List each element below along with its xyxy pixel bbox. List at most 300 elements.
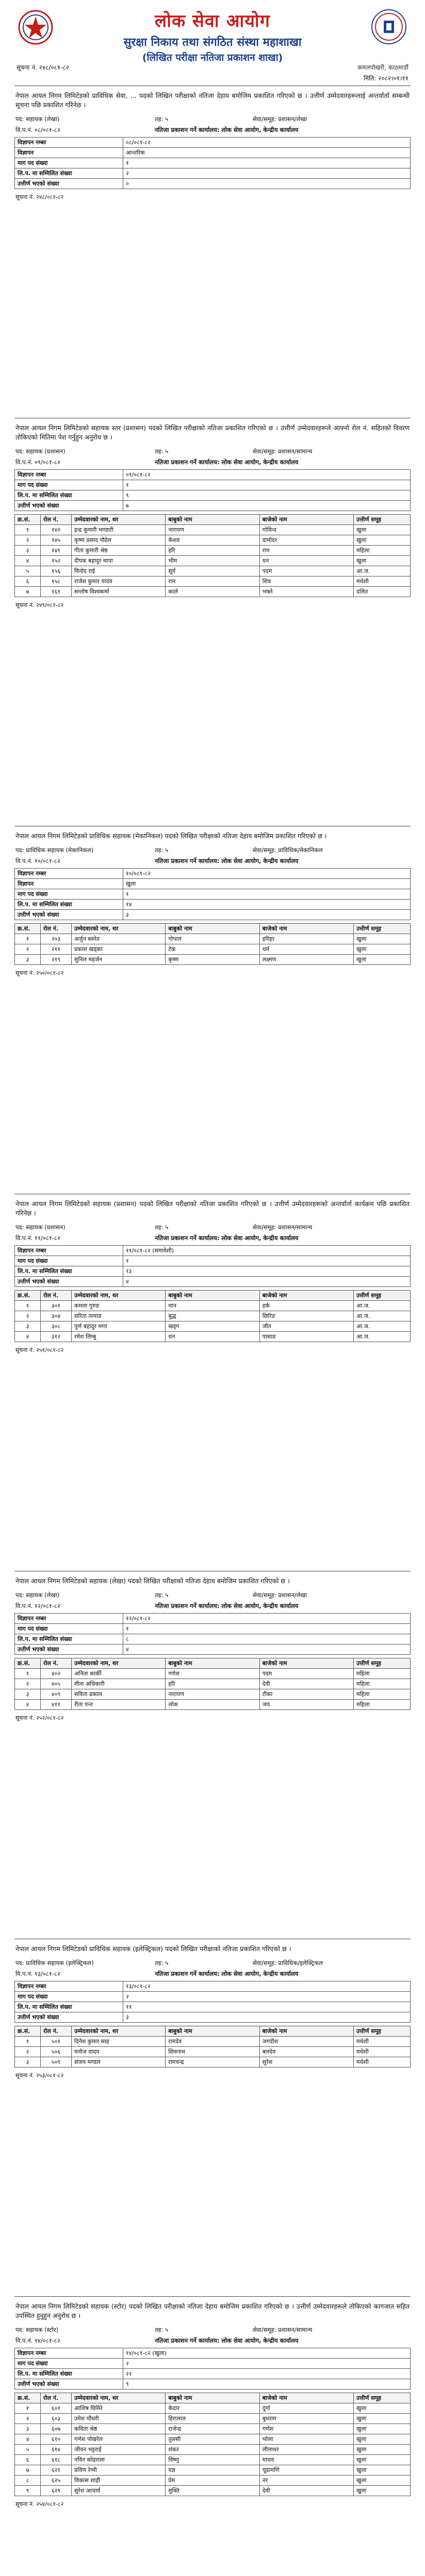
cell-father: शंकर [166,2445,259,2455]
summary-label: विज्ञापन नम्बर [15,470,123,480]
summary-row [15,480,411,490]
summary-label: लि.प. मा सम्मिलित संख्या [15,1634,123,1645]
cell-roll: ३०१ [41,1301,72,1311]
summary-value: १३ [123,1266,411,1277]
notice-section [14,1939,411,2291]
table-row [15,2476,411,2486]
cell-father: विष्णु [166,2455,259,2465]
summary-value: १२/०८१-८२ [123,1614,411,1624]
table-row [15,566,411,577]
summary-row [15,1277,411,1287]
summary-row [15,900,411,910]
summary-value: खुला [123,879,411,889]
summary-row [15,168,411,179]
cell-group: महिला [354,546,411,556]
cell-group: खुला [354,2455,411,2465]
cell-grandfather: भोला [259,2434,353,2445]
cell-name: सुनिल महर्जन [72,955,166,965]
cell-father: हरि [166,1679,259,1689]
cell-sn: २ [15,2414,41,2424]
cell-roll: ३०४ [41,1311,72,1321]
cell-sn: ७ [15,2465,41,2476]
summary-label: उत्तीर्ण भएको संख्या [15,910,123,920]
post-line [14,446,411,457]
cell-sn: ६ [15,577,41,587]
cell-name: दीपक बहादुर थापा [72,556,166,566]
section-subtitle: (लिखित परीक्षा नतिजा प्रकाशन शाखा) [142,52,283,63]
post-title: पद: सहायक (लेखा) [15,115,60,123]
cell-grandfather: दामोदर [259,535,353,546]
col-grandfather: बाजेको नाम [259,924,353,934]
summary-table [14,868,411,920]
cell-roll: ५०१ [41,2037,72,2047]
summary-label: विज्ञापन नम्बर [15,1981,123,1992]
cell-father: खड्ग [166,1321,259,1332]
cell-roll: ६२१ [41,2465,72,2476]
cell-sn: २ [15,944,41,955]
cell-father: केदार [166,2403,259,2414]
table-row [15,1669,411,1679]
cell-father: नारायण [166,525,259,535]
cell-father: राम [166,577,259,587]
summary-table [14,469,411,511]
cell-sn: १ [15,2403,41,2414]
cell-sn: ५ [15,566,41,577]
cell-group: खुला [354,535,411,546]
notice-footer: सूचना नं. २४९/०८१-८२ [15,602,64,608]
cell-name: पूर्ण बहादुर मगर [72,1321,166,1332]
notice-footer: सूचना नं. २५१/०८१-८२ [15,1347,64,1353]
cell-father: टेक [166,944,259,955]
cell-sn: ३ [15,2424,41,2434]
cell-grandfather: पदम [259,1669,353,1679]
table-row [15,2037,411,2047]
cell-sn: ६ [15,2455,41,2465]
summary-label: माग पद संख्या [15,1624,123,1634]
cell-father: रामचन्द्र [166,2057,259,2067]
org-title: लोक सेवा आयोग [155,11,270,31]
col-name: उम्मेदवारको नाम, थर [72,515,166,525]
cell-sn: ८ [15,2476,41,2486]
cell-name: रीता पन्त [72,1700,166,1710]
post-service: सेवा/समूह: प्रशासन/सामान्य [253,2326,313,2333]
summary-row [15,490,411,501]
advertisement-number: वि.प.नं. १३/०८१-८२ [15,1970,60,1977]
cell-grandfather: चूडामणि [259,2465,353,2476]
cell-group: खुला [354,955,411,965]
cell-roll: ५०९ [41,2057,72,2067]
summary-row [15,1634,411,1645]
cell-roll: ४०२ [41,1669,72,1679]
cell-group: खुला [354,2414,411,2424]
cell-father: नारायण [166,1689,259,1700]
cell-name: अर्जुन बस्नेत [72,934,166,944]
table-row [15,1301,411,1311]
cell-group: आ.ज. [354,1301,411,1311]
advertisement-number: वि.प.नं. १२/०८१-८२ [15,1602,60,1609]
cell-sn: २ [15,1311,41,1321]
post-title: पद: प्राविधिक सहायक (इलेक्ट्रिकल) [15,1959,94,1967]
notice-text: नेपाल आयल निगम लिमिटेडको प्राविधिक सहायक (मेकानिकल) पदको लिखित परीक्षाको नतिजा देहाय बमोजिम प्रकाशित गरिएको छ । [15,832,327,840]
cell-roll: ६१८ [41,2455,72,2465]
summary-table [14,2348,411,2389]
cell-name: आशिष घिमिरे [72,2403,166,2414]
cell-sn: २ [15,535,41,546]
summary-label: विज्ञापन नम्बर [15,2348,123,2359]
col-father: बाबुको नाम [166,2393,259,2403]
summary-value: ३ [123,910,411,920]
col-sn: क्र.सं. [15,2026,41,2037]
cell-name: गणेश पोखरेल [72,2434,166,2445]
cell-group: महिला [354,1679,411,1689]
post-line [14,845,411,856]
post-level: तह: ५ [155,448,169,455]
notices-container [14,86,411,2576]
summary-value: ११ [123,2002,411,2012]
candidate-table [14,514,411,597]
cell-sn: २ [15,2047,41,2057]
document-header [14,5,411,61]
cell-father: केशव [166,535,259,546]
summary-label: लि.प. मा सम्मिलित संख्या [15,2369,123,2379]
col-group: उत्तीर्ण समूह [354,1658,411,1669]
publication-line [14,1601,411,1613]
cell-name: प्रकाश खड्का [72,944,166,955]
cell-grandfather: देवी [259,2486,353,2496]
cell-sn: ३ [15,546,41,556]
cell-name: मनोज यादव [72,2047,166,2057]
cell-roll: ४०९ [41,1689,72,1700]
table-row [15,934,411,944]
post-service: सेवा/समूह: प्राविधिक/मेकानिकल [253,846,323,854]
summary-label: विज्ञापन नम्बर [15,869,123,879]
notice-number: सूचना नं. २४८/०८१-८२ [17,64,69,71]
advertisement-number: वि.प.नं. ०९/०८१-८२ [15,459,60,466]
cell-name: गीता कुमारी श्रेष्ठ [72,546,166,556]
cell-grandfather: जय [259,1700,353,1710]
summary-row [15,889,411,900]
notice-footer: सूचना नं. २४८/०८१-८२ [15,194,64,200]
cell-group: खुला [354,2445,411,2455]
summary-label: उत्तीर्ण भएको संख्या [15,179,123,189]
cell-father: धन [166,1332,259,1342]
cell-grandfather: बलदेव [259,2047,353,2057]
cell-grandfather: धन [259,556,353,566]
cell-grandfather: राम [259,546,353,556]
col-sn: क्र.सं. [15,515,41,525]
summary-row [15,1992,411,2002]
cell-grandfather: भक्ते [259,587,353,597]
publication-line [14,457,411,469]
table-row [15,2424,411,2434]
summary-label: लि.प. मा सम्मिलित संख्या [15,1266,123,1277]
cell-roll: ६०७ [41,2424,72,2434]
col-sn: क्र.सं. [15,924,41,934]
post-service: सेवा/समूह: प्रशासन/लेखा [253,1591,307,1599]
post-service: सेवा/समूह: प्रशासन/लेखा [253,115,307,123]
cell-group: खुला [354,2486,411,2496]
cell-group: मधेशी [354,577,411,587]
cell-name: उमेश चौधरी [72,2414,166,2424]
cell-sn: २ [15,1679,41,1689]
cell-group: मधेशी [354,2037,411,2047]
summary-label: माग पद संख्या [15,2359,123,2369]
advertisement-number: वि.प.नं. १४/०८१-८२ [15,2337,60,2344]
cell-group: खुला [354,525,411,535]
cell-father: हिरालाल [166,2414,259,2424]
cell-name: सुरेश आचार्य [72,2486,166,2496]
summary-value: ० [123,179,411,189]
publication-line [14,1233,411,1245]
col-roll: रोल नं. [41,924,72,934]
cell-grandfather: लक्ष्मण [259,955,353,965]
summary-label: विज्ञापन [15,148,123,158]
cell-grandfather: शिव [259,577,353,587]
department-title: सुरक्षा निकाय तथा संगठित संस्था महाशाखा [123,36,302,49]
summary-row [15,2348,411,2359]
table-row [15,2486,411,2496]
summary-label: उत्तीर्ण भएको संख्या [15,2379,123,2389]
post-title: पद: प्राविधिक सहायक (मेकानिकल) [15,846,94,854]
col-group: उत्तीर्ण समूह [354,2393,411,2403]
post-service: सेवा/समूह: प्राविधिक/इलेक्ट्रिकल [253,1959,323,1967]
advertisement-number: वि.प.नं. ११/०८१-८२ [15,1234,60,1242]
cell-father: राजेन्द्र [166,2424,259,2434]
cell-sn: ७ [15,587,41,597]
notice-section [14,418,411,821]
cell-roll: ६१४ [41,2445,72,2455]
summary-row [15,1981,411,1992]
notice-text: नेपाल आयल निगम लिमिटेडको सहायक स्तर (प्रशासन) पदको लिखित परीक्षाको नतिजा प्रकाशित गरिएको छ । उत्तीर्ण उम्मेदवारहरूले आफ्नो रोल नं. सहितको विवरण तोकिएको मितिमा पेश गर्नुहुन अनुरोध छ । [15,424,410,441]
notice-footer: सूचना नं. २५३/०८१-८२ [15,2072,64,2079]
cell-group: मधेशी [354,2047,411,2057]
cell-group: महिला [354,1689,411,1700]
emblem-icon [18,9,54,45]
summary-table [14,137,411,189]
cell-grandfather: देवी [259,1679,353,1689]
post-title: पद: सहायक (प्रशासन) [15,1224,66,1231]
summary-row [15,869,411,879]
cell-roll: १४५ [41,535,72,546]
cell-group: आ.ज. [354,1311,411,1321]
cell-group: दलित [354,587,411,597]
notice-section [14,826,411,1189]
table-row [15,587,411,597]
table-row [15,546,411,556]
cell-roll: ६०३ [41,2414,72,2424]
summary-table [14,1245,411,1287]
summary-value: १ [123,889,411,900]
cell-name: राजेश कुमार यादव [72,577,166,587]
cell-group: आ.ज. [354,566,411,577]
summary-value: ९ [123,2379,411,2389]
cell-roll: २१९ [41,955,72,965]
result-office: नतिजा प्रकाशन गर्ने कार्यालय: लोक सेवा आयोग, केन्द्रीय कार्यालय [155,2337,299,2344]
col-father: बाबुको नाम [166,1658,259,1669]
summary-value: आन्तरिक [123,148,411,158]
cell-sn: ५ [15,2445,41,2455]
cell-name: नविन कोइराला [72,2455,166,2465]
notice-section [14,1194,411,1566]
cell-grandfather: धर्म [259,944,353,955]
summary-label: लि.प. मा सम्मिलित संख्या [15,2002,123,2012]
cell-father: काले [166,587,259,597]
cell-group: आ.ज. [354,1321,411,1332]
cell-grandfather: पदम [259,566,353,577]
cell-grandfather: हर्क [259,1301,353,1311]
cell-sn: १ [15,525,41,535]
col-name: उम्मेदवारको नाम, थर [72,1658,166,1669]
summary-value: १ [123,1256,411,1266]
summary-value: ७ [123,501,411,511]
summary-label: माग पद संख्या [15,158,123,168]
cell-roll: ६२५ [41,2476,72,2486]
summary-row [15,158,411,168]
cell-group: खुला [354,2424,411,2434]
cell-grandfather: माधव [259,2455,353,2465]
cell-name: जीवन भट्टराई [72,2445,166,2455]
candidate-table [14,1290,411,1342]
cell-father: तुलसी [166,2434,259,2445]
summary-label: माग पद संख्या [15,1992,123,2002]
summary-label: उत्तीर्ण भएको संख्या [15,501,123,511]
table-row [15,955,411,965]
cell-roll: २०३ [41,934,72,944]
post-title: पद: सहायक (प्रशासन) [15,448,66,455]
post-line [14,1590,411,1601]
post-level: तह: ५ [155,1959,169,1967]
notice-footer: सूचना नं. २५२/०८१-८२ [15,1715,64,1721]
cell-name: रमेश लिम्बु [72,1332,166,1342]
cell-group: आ.ज. [354,1332,411,1342]
table-row [15,944,411,955]
cell-sn: ९ [15,2486,41,2496]
cell-group: मधेशी [354,2057,411,2067]
summary-row [15,1246,411,1256]
cell-grandfather: नर [259,2476,353,2486]
col-sn: क्र.सं. [15,1658,41,1669]
summary-value: १ [123,1624,411,1634]
table-row [15,2445,411,2455]
cell-sn: ३ [15,1689,41,1700]
cell-sn: ३ [15,2057,41,2067]
cell-sn: ४ [15,1700,41,1710]
summary-row [15,1645,411,1655]
summary-value: १३/०८१-८२ [123,1981,411,1992]
table-row [15,1321,411,1332]
summary-row [15,1614,411,1624]
table-row [15,1332,411,1342]
post-level: तह: ५ [155,115,169,123]
post-line [14,1958,411,1969]
col-name: उम्मेदवारको नाम, थर [72,1291,166,1301]
result-office: नतिजा प्रकाशन गर्ने कार्यालय: लोक सेवा आयोग, केन्द्रीय कार्यालय [155,857,299,865]
cell-name: इन्द्र कुमारी भण्डारी [72,525,166,535]
office-location: कमलपोखरी, काठमाडौं [357,64,408,71]
cell-grandfather: हरिहर [259,934,353,944]
summary-row [15,470,411,480]
summary-value: ८ [123,1634,411,1645]
summary-row [15,148,411,158]
cell-name: सरिता तामाङ [72,1311,166,1321]
col-roll: रोल नं. [41,1658,72,1669]
col-grandfather: बाजेको नाम [259,1291,353,1301]
cell-grandfather: गणेश [259,2424,353,2434]
notice-section [14,1571,411,1934]
cell-group: खुला [354,2403,411,2414]
result-office: नतिजा प्रकाशन गर्ने कार्यालय: लोक सेवा आयोग, केन्द्रीय कार्यालय [155,459,299,466]
cell-father: लोक [166,1700,259,1710]
result-office: नतिजा प्रकाशन गर्ने कार्यालय: लोक सेवा आयोग, केन्द्रीय कार्यालय [155,126,299,133]
col-group: उत्तीर्ण समूह [354,924,411,934]
advertisement-number: वि.प.नं. ०८/०८१-८२ [15,126,60,133]
cell-name: मीना अधिकारी [72,1679,166,1689]
table-row [15,2414,411,2424]
col-grandfather: बाजेको नाम [259,1658,353,1669]
col-grandfather: बाजेको नाम [259,2393,353,2403]
summary-label: विज्ञापन नम्बर [15,1246,123,1256]
summary-value: ४ [123,1277,411,1287]
result-office: नतिजा प्रकाशन गर्ने कार्यालय: लोक सेवा आयोग, केन्द्रीय कार्यालय [155,1602,299,1609]
post-title: पद: सहायक (लेखा) [15,1591,60,1599]
cell-grandfather: सुरेश [259,2057,353,2067]
table-row [15,2403,411,2414]
summary-value: ९ [123,490,411,501]
table-row [15,1311,411,1321]
summary-table [14,1981,411,2023]
cell-father: मान [166,1301,259,1311]
summary-label: उत्तीर्ण भएको संख्या [15,1645,123,1655]
cell-roll: ६२९ [41,2486,72,2496]
cell-name: सन्तोष विश्वकर्मा [72,587,166,597]
summary-value: १४ [123,900,411,910]
cell-sn: १ [15,2037,41,2047]
table-row [15,2057,411,2067]
summary-value: ०९/०८१-८२ [123,470,411,480]
cell-roll: ४११ [41,1700,72,1710]
cell-roll: ६०१ [41,2403,72,2414]
cell-grandfather: छिरिङ [259,1311,353,1321]
notice-text: नेपाल आयल निगम लिमिटेडको सहायक (स्टोर) पदको लिखित परीक्षाको नतिजा देहाय बमोजिम प्रकाशित गरिएको छ । उत्तीर्ण उम्मेदवारहरूले तोकिएको कागजात सहित उपस्थित हुनुहुन अनुरोध छ । [15,2302,410,2319]
summary-label: विज्ञापन [15,879,123,889]
cell-sn: ४ [15,556,41,566]
summary-value: २ [123,1992,411,2002]
cell-roll: १५८ [41,577,72,587]
cell-father: हरि [166,546,259,556]
cell-grandfather: लीलाधर [259,2445,353,2455]
cell-father: भीम [166,556,259,566]
publication-line [14,1969,411,1981]
summary-label: उत्तीर्ण भएको संख्या [15,2012,123,2023]
cell-sn: १ [15,1669,41,1679]
table-row [15,1700,411,1710]
cell-grandfather: पासाङ [259,1332,353,1342]
cell-group: खुला [354,2476,411,2486]
cell-group: खुला [354,2465,411,2476]
cell-roll: ५०६ [41,2047,72,2057]
summary-value: २ [123,168,411,179]
cell-name: प्रविण रेग्मी [72,2465,166,2476]
cell-roll: १६१ [41,587,72,597]
cell-sn: ३ [15,1321,41,1332]
result-office: नतिजा प्रकाशन गर्ने कार्यालय: लोक सेवा आयोग, केन्द्रीय कार्यालय [155,1970,299,1977]
summary-table [14,1613,411,1655]
table-row [15,2047,411,2057]
col-father: बाबुको नाम [166,924,259,934]
summary-label: लि.प. मा सम्मिलित संख्या [15,900,123,910]
cell-father: कृष्ण [166,955,259,965]
summary-row [15,1256,411,1266]
